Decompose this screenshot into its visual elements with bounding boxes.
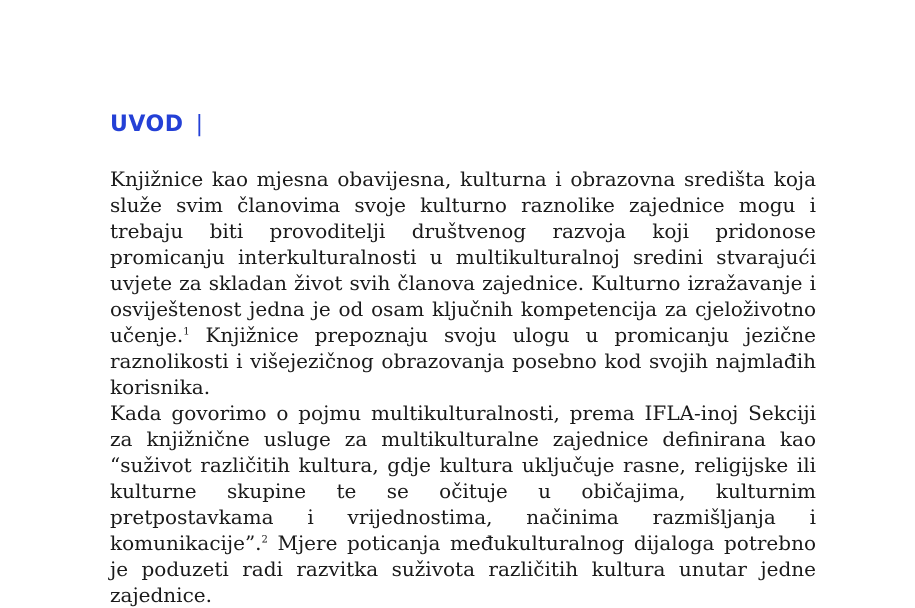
- paragraph-text: Knjižnice prepoznaju svoju ulogu u promicanju jezične raznolikosti i višejezičnog obrazovanja posebno kod svojih najmlađih korisnika.: [110, 323, 816, 399]
- footnote-ref-1[interactable]: 1: [183, 326, 190, 338]
- footnote-ref-2[interactable]: 2: [261, 534, 268, 546]
- paragraph-text: Mjere poticanja međukulturalnog dijaloga potrebno je poduzeti radi razvitka suživota različitih kultura unutar jedne zajednice.: [110, 531, 816, 607]
- section-heading: [110, 110, 204, 140]
- paragraph-multiculturalism: [110, 400, 816, 608]
- body-text: [110, 166, 816, 608]
- paragraph-text: Knjižnice kao mjesna obavijesna, kulturna i obrazovna središta koja služe svim članovima svoje kulturno raznolike zajednice mogu i trebaju biti provoditelji društvenog razvoja koji pridonose promicanju interkulturalnosti u multikulturalnoj sredini stvarajući uvjete za skladan život svih članova zajednice. Kulturno izražavanje i osviještenost jedna je od osam ključnih kompetencija za cjeloživotno učenje.: [110, 167, 816, 347]
- heading-separator: |: [195, 112, 204, 137]
- paragraph-text: Kada govorimo o pojmu multikulturalnosti, prema IFLA-inoj Sekciji za knjižnične usluge za multikulturalne zajednice definirana kao “suživot različitih kultura, gdje kultura uključuje rasne, religijske ili kulturne skupine te se očituje u običajima, kulturnim pretpostavkama i vrijednostima, načinima razmišljanja i komunikacije”.: [110, 401, 816, 555]
- heading-title: UVOD: [110, 112, 184, 137]
- paragraph-intro: [110, 166, 816, 400]
